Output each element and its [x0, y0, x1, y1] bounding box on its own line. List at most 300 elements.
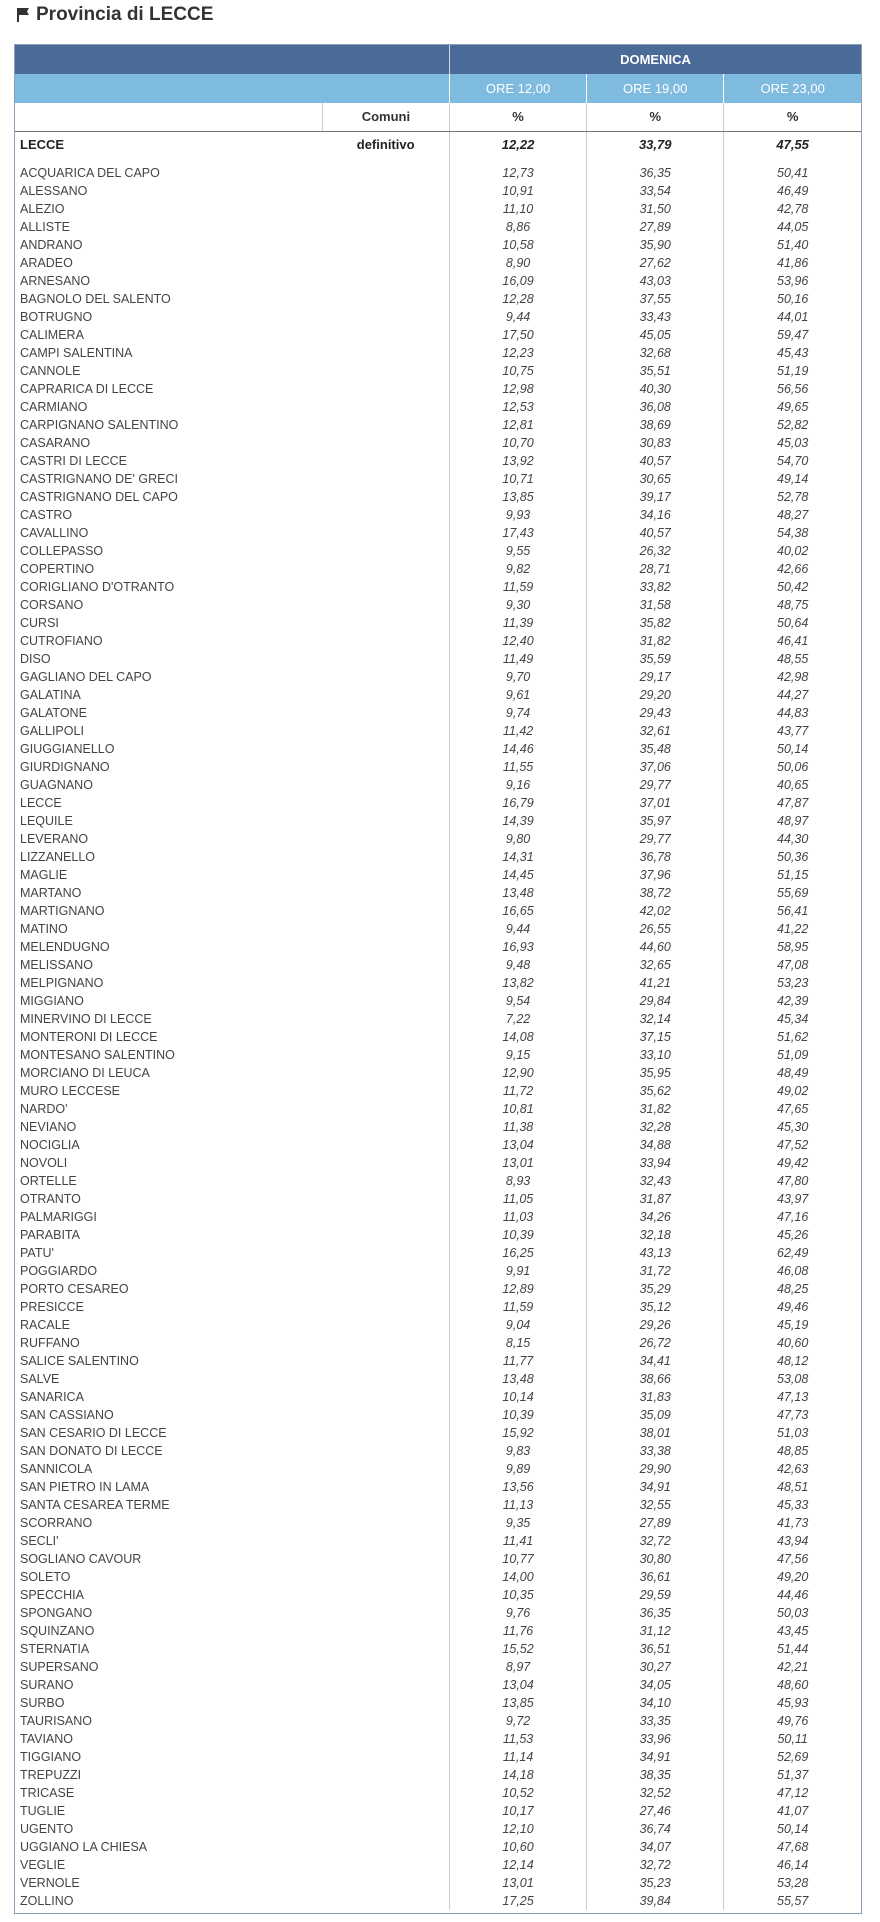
header-time-1: ORE 12,00 — [449, 74, 586, 103]
value-ore-19: 37,15 — [587, 1028, 724, 1046]
value-ore-23: 47,68 — [724, 1838, 861, 1856]
comune-status — [322, 506, 449, 524]
table-row — [15, 1514, 861, 1532]
comune-name: GAGLIANO DEL CAPO — [20, 670, 152, 684]
value-ore-12: 13,01 — [449, 1154, 586, 1172]
comune-status — [322, 920, 449, 938]
comune-name: LECCE — [20, 796, 62, 810]
table-row — [15, 614, 861, 632]
comune-name: ARADEO — [20, 256, 73, 270]
value-ore-23: 52,82 — [724, 416, 861, 434]
comune-name: SURBO — [20, 1696, 65, 1710]
value-ore-19: 39,84 — [587, 1892, 724, 1910]
table-row — [15, 272, 861, 290]
value-ore-23: 51,62 — [724, 1028, 861, 1046]
comune-status — [322, 1082, 449, 1100]
table-row — [15, 1208, 861, 1226]
value-ore-12: 12,40 — [449, 632, 586, 650]
value-ore-12: 9,80 — [449, 830, 586, 848]
table-row — [15, 1226, 861, 1244]
value-ore-23: 45,30 — [724, 1118, 861, 1136]
value-ore-19: 35,23 — [587, 1874, 724, 1892]
comune-status — [322, 1370, 449, 1388]
value-ore-23: 50,42 — [724, 578, 861, 596]
value-ore-12: 9,72 — [449, 1712, 586, 1730]
value-ore-23: 48,97 — [724, 812, 861, 830]
value-ore-12: 17,43 — [449, 524, 586, 542]
comune-status — [322, 1640, 449, 1658]
comune-name: SAN DONATO DI LECCE — [20, 1444, 163, 1458]
value-ore-12: 16,65 — [449, 902, 586, 920]
comune-status — [322, 1694, 449, 1712]
value-ore-12: 9,82 — [449, 560, 586, 578]
value-ore-23: 41,86 — [724, 254, 861, 272]
value-ore-23: 45,26 — [724, 1226, 861, 1244]
comune-name: ACQUARICA DEL CAPO — [20, 166, 160, 180]
value-ore-19: 43,03 — [587, 272, 724, 290]
table-row — [15, 1856, 861, 1874]
table-row — [15, 1748, 861, 1766]
comune-name: CARPIGNANO SALENTINO — [20, 418, 179, 432]
value-ore-12: 14,18 — [449, 1766, 586, 1784]
value-ore-23: 50,06 — [724, 758, 861, 776]
table-row — [15, 1784, 861, 1802]
table-row — [15, 1730, 861, 1748]
table-row — [15, 542, 861, 560]
comune-status — [322, 1856, 449, 1874]
comune-status — [322, 794, 449, 812]
comune-status — [322, 218, 449, 236]
comune-name: SAN CASSIANO — [20, 1408, 114, 1422]
turnout-table-container — [14, 44, 862, 1914]
value-ore-12: 8,86 — [449, 218, 586, 236]
comune-name: CUTROFIANO — [20, 634, 103, 648]
comune-status — [322, 164, 449, 182]
table-row — [15, 452, 861, 470]
value-ore-19: 35,97 — [587, 812, 724, 830]
comune-name: ZOLLINO — [20, 1894, 74, 1908]
comune-name: TAURISANO — [20, 1714, 92, 1728]
comune-status — [322, 434, 449, 452]
value-ore-12: 12,73 — [449, 164, 586, 182]
comune-name: TAVIANO — [20, 1732, 74, 1746]
table-row — [15, 524, 861, 542]
value-ore-23: 42,98 — [724, 668, 861, 686]
table-row — [15, 488, 861, 506]
comune-status — [322, 668, 449, 686]
comune-name: SECLI' — [20, 1534, 59, 1548]
comune-status — [322, 938, 449, 956]
comune-name: PALMARIGGI — [20, 1210, 97, 1224]
flag-icon — [16, 7, 30, 23]
comune-status — [322, 1352, 449, 1370]
value-ore-12: 16,25 — [449, 1244, 586, 1262]
comune-status — [322, 1712, 449, 1730]
comune-status — [322, 182, 449, 200]
comune-name: GALATINA — [20, 688, 81, 702]
value-ore-12: 12,89 — [449, 1280, 586, 1298]
value-ore-12: 9,74 — [449, 704, 586, 722]
value-ore-19: 32,72 — [587, 1532, 724, 1550]
value-ore-23: 42,21 — [724, 1658, 861, 1676]
value-ore-12: 10,71 — [449, 470, 586, 488]
comune-status — [322, 1532, 449, 1550]
comune-name: MELENDUGNO — [20, 940, 110, 954]
comune-name: ARNESANO — [20, 274, 91, 288]
comune-status — [322, 1046, 449, 1064]
value-ore-19: 28,71 — [587, 560, 724, 578]
value-ore-23: 43,45 — [724, 1622, 861, 1640]
value-ore-19: 37,01 — [587, 794, 724, 812]
value-ore-19: 35,48 — [587, 740, 724, 758]
value-ore-12: 9,61 — [449, 686, 586, 704]
value-ore-23: 42,63 — [724, 1460, 861, 1478]
comune-name: MARTIGNANO — [20, 904, 105, 918]
comune-name: SALICE SALENTINO — [20, 1354, 139, 1368]
comune-status — [322, 614, 449, 632]
table-row — [15, 1658, 861, 1676]
value-ore-19: 33,10 — [587, 1046, 724, 1064]
value-ore-23: 53,96 — [724, 272, 861, 290]
value-ore-23: 45,43 — [724, 344, 861, 362]
comune-status — [322, 560, 449, 578]
value-ore-23: 45,19 — [724, 1316, 861, 1334]
comune-name: SAN CESARIO DI LECCE — [20, 1426, 167, 1440]
table-row — [15, 1352, 861, 1370]
comune-status — [322, 866, 449, 884]
table-row — [15, 920, 861, 938]
value-ore-12: 9,54 — [449, 992, 586, 1010]
table-row — [15, 740, 861, 758]
comune-name: SPECCHIA — [20, 1588, 84, 1602]
comune-name: PORTO CESAREO — [20, 1282, 129, 1296]
header-row-day — [15, 45, 861, 74]
comune-name: MORCIANO DI LEUCA — [20, 1066, 150, 1080]
value-ore-12: 10,39 — [449, 1226, 586, 1244]
comune-status — [322, 812, 449, 830]
value-ore-19: 44,60 — [587, 938, 724, 956]
comune-status — [322, 542, 449, 560]
comune-status — [322, 1190, 449, 1208]
table-row — [15, 794, 861, 812]
value-ore-23: 50,41 — [724, 164, 861, 182]
comune-status — [322, 776, 449, 794]
value-ore-19: 32,68 — [587, 344, 724, 362]
comune-name: MELISSANO — [20, 958, 93, 972]
table-row — [15, 1334, 861, 1352]
comune-name: SALVE — [20, 1372, 60, 1386]
value-ore-19: 33,43 — [587, 308, 724, 326]
value-ore-23: 42,66 — [724, 560, 861, 578]
value-ore-12: 11,05 — [449, 1190, 586, 1208]
value-ore-19: 31,82 — [587, 632, 724, 650]
table-row — [15, 1604, 861, 1622]
value-ore-23: 52,69 — [724, 1748, 861, 1766]
value-ore-19: 35,90 — [587, 236, 724, 254]
comune-status — [322, 1262, 449, 1280]
turnout-table — [15, 45, 861, 1910]
comune-name: CURSI — [20, 616, 59, 630]
value-ore-12: 9,04 — [449, 1316, 586, 1334]
comune-status — [322, 1820, 449, 1838]
value-ore-19: 30,80 — [587, 1550, 724, 1568]
table-row — [15, 380, 861, 398]
value-ore-12: 9,16 — [449, 776, 586, 794]
value-ore-19: 45,05 — [587, 326, 724, 344]
comune-name: CALIMERA — [20, 328, 84, 342]
value-ore-12: 10,35 — [449, 1586, 586, 1604]
value-ore-19: 36,74 — [587, 1820, 724, 1838]
value-ore-12: 13,04 — [449, 1676, 586, 1694]
value-ore-12: 11,59 — [449, 578, 586, 596]
value-ore-19: 32,28 — [587, 1118, 724, 1136]
comune-status — [322, 956, 449, 974]
header-row-times — [15, 74, 861, 103]
value-ore-19: 30,27 — [587, 1658, 724, 1676]
comune-name: TIGGIANO — [20, 1750, 82, 1764]
table-row — [15, 1280, 861, 1298]
value-ore-12: 10,58 — [449, 236, 586, 254]
comune-name: UGENTO — [20, 1822, 74, 1836]
header-time-2: ORE 19,00 — [587, 74, 724, 103]
table-row — [15, 164, 861, 182]
comune-status — [322, 1136, 449, 1154]
value-ore-19: 33,82 — [587, 578, 724, 596]
value-ore-19: 31,58 — [587, 596, 724, 614]
comune-name: ALLISTE — [20, 220, 71, 234]
table-row — [15, 1550, 861, 1568]
table-row — [15, 182, 861, 200]
comune-status — [322, 884, 449, 902]
value-ore-19: 34,05 — [587, 1676, 724, 1694]
comune-status — [322, 1658, 449, 1676]
value-ore-12: 14,39 — [449, 812, 586, 830]
value-ore-23: 48,27 — [724, 506, 861, 524]
comune-status — [322, 1226, 449, 1244]
value-ore-23: 45,33 — [724, 1496, 861, 1514]
comune-name: SOLETO — [20, 1570, 71, 1584]
value-ore-12: 13,01 — [449, 1874, 586, 1892]
value-ore-23: 50,03 — [724, 1604, 861, 1622]
value-ore-23: 48,55 — [724, 650, 861, 668]
value-ore-23: 44,01 — [724, 308, 861, 326]
comune-name: ALESSANO — [20, 184, 88, 198]
value-ore-19: 38,66 — [587, 1370, 724, 1388]
value-ore-23: 41,07 — [724, 1802, 861, 1820]
value-ore-12: 12,90 — [449, 1064, 586, 1082]
table-row — [15, 902, 861, 920]
value-ore-12: 10,17 — [449, 1802, 586, 1820]
table-row — [15, 1388, 861, 1406]
comune-name: TRICASE — [20, 1786, 75, 1800]
value-ore-19: 33,94 — [587, 1154, 724, 1172]
comune-name: STERNATIA — [20, 1642, 90, 1656]
value-ore-12: 12,53 — [449, 398, 586, 416]
comune-name: SANARICA — [20, 1390, 84, 1404]
value-ore-23: 51,37 — [724, 1766, 861, 1784]
value-ore-23: 40,65 — [724, 776, 861, 794]
comune-status — [322, 992, 449, 1010]
table-row — [15, 1892, 861, 1910]
value-ore-12: 12,81 — [449, 416, 586, 434]
value-ore-12: 16,79 — [449, 794, 586, 812]
value-ore-19: 36,08 — [587, 398, 724, 416]
comune-status — [322, 1622, 449, 1640]
spacer-row — [15, 157, 861, 164]
value-ore-19: 37,96 — [587, 866, 724, 884]
table-row — [15, 236, 861, 254]
value-ore-19: 38,01 — [587, 1424, 724, 1442]
value-ore-12: 14,31 — [449, 848, 586, 866]
value-ore-12: 17,25 — [449, 1892, 586, 1910]
value-ore-23: 43,77 — [724, 722, 861, 740]
table-row — [15, 974, 861, 992]
table-row — [15, 938, 861, 956]
comune-name: COLLEPASSO — [20, 544, 104, 558]
value-ore-19: 26,72 — [587, 1334, 724, 1352]
value-ore-19: 29,84 — [587, 992, 724, 1010]
value-ore-23: 62,49 — [724, 1244, 861, 1262]
header-comuni: Comuni — [322, 103, 449, 131]
value-ore-12: 10,77 — [449, 1550, 586, 1568]
table-row — [15, 1172, 861, 1190]
comune-status — [322, 1406, 449, 1424]
value-ore-23: 41,73 — [724, 1514, 861, 1532]
comune-status — [322, 704, 449, 722]
table-row — [15, 560, 861, 578]
comune-status — [322, 1442, 449, 1460]
comune-name: SANTA CESAREA TERME — [20, 1498, 170, 1512]
table-row — [15, 1424, 861, 1442]
value-ore-12: 9,83 — [449, 1442, 586, 1460]
value-ore-23: 44,46 — [724, 1586, 861, 1604]
comune-status — [322, 200, 449, 218]
table-row — [15, 1766, 861, 1784]
value-ore-19: 34,26 — [587, 1208, 724, 1226]
value-ore-19: 40,57 — [587, 524, 724, 542]
value-ore-23: 46,49 — [724, 182, 861, 200]
comune-name: MAGLIE — [20, 868, 68, 882]
value-ore-19: 27,46 — [587, 1802, 724, 1820]
table-row — [15, 704, 861, 722]
header-blank — [15, 103, 322, 131]
comune-status — [322, 1766, 449, 1784]
comune-status — [322, 1586, 449, 1604]
value-ore-23: 51,03 — [724, 1424, 861, 1442]
comune-status — [322, 1838, 449, 1856]
comune-name: VERNOLE — [20, 1876, 80, 1890]
value-ore-19: 33,38 — [587, 1442, 724, 1460]
value-ore-23: 47,12 — [724, 1784, 861, 1802]
comune-status — [322, 902, 449, 920]
comune-name: NOVOLI — [20, 1156, 68, 1170]
value-ore-19: 31,12 — [587, 1622, 724, 1640]
value-ore-19: 26,32 — [587, 542, 724, 560]
comune-name: UGGIANO LA CHIESA — [20, 1840, 148, 1854]
value-ore-19: 33,35 — [587, 1712, 724, 1730]
comune-status — [322, 1604, 449, 1622]
value-ore-23: 45,03 — [724, 434, 861, 452]
value-ore-19: 38,69 — [587, 416, 724, 434]
comune-name: CASTRO — [20, 508, 73, 522]
value-ore-19: 36,51 — [587, 1640, 724, 1658]
value-ore-19: 32,61 — [587, 722, 724, 740]
value-ore-12: 11,41 — [449, 1532, 586, 1550]
value-ore-19: 29,26 — [587, 1316, 724, 1334]
value-ore-23: 50,11 — [724, 1730, 861, 1748]
value-ore-23: 58,95 — [724, 938, 861, 956]
value-ore-23: 50,14 — [724, 1820, 861, 1838]
comune-name: GIURDIGNANO — [20, 760, 110, 774]
value-ore-23: 54,38 — [724, 524, 861, 542]
comune-status — [322, 1730, 449, 1748]
value-ore-23: 41,22 — [724, 920, 861, 938]
comune-name: MELPIGNANO — [20, 976, 104, 990]
comune-name: SOGLIANO CAVOUR — [20, 1552, 142, 1566]
header-pct-3: % — [724, 103, 861, 131]
value-ore-12: 11,76 — [449, 1622, 586, 1640]
table-row — [15, 218, 861, 236]
table-row — [15, 326, 861, 344]
table-row — [15, 1082, 861, 1100]
comune-status — [322, 1316, 449, 1334]
table-row — [15, 1442, 861, 1460]
header-blank — [15, 45, 449, 74]
comune-status — [322, 416, 449, 434]
comune-status — [322, 1550, 449, 1568]
comune-name: TUGLIE — [20, 1804, 66, 1818]
comune-name: MATINO — [20, 922, 68, 936]
table-row — [15, 1478, 861, 1496]
value-ore-19: 29,17 — [587, 668, 724, 686]
value-ore-23: 51,19 — [724, 362, 861, 380]
value-ore-23: 51,09 — [724, 1046, 861, 1064]
value-ore-12: 12,14 — [449, 1856, 586, 1874]
value-ore-12: 10,81 — [449, 1100, 586, 1118]
header-blank — [15, 74, 449, 103]
value-ore-12: 9,15 — [449, 1046, 586, 1064]
value-ore-12: 9,93 — [449, 506, 586, 524]
value-ore-23: 40,02 — [724, 542, 861, 560]
value-ore-23: 50,36 — [724, 848, 861, 866]
value-ore-23: 49,76 — [724, 1712, 861, 1730]
comune-name: CASTRI DI LECCE — [20, 454, 127, 468]
value-ore-23: 51,40 — [724, 236, 861, 254]
value-ore-19: 30,65 — [587, 470, 724, 488]
comune-name: MINERVINO DI LECCE — [20, 1012, 152, 1026]
value-ore-12: 11,14 — [449, 1748, 586, 1766]
value-ore-12: 13,56 — [449, 1478, 586, 1496]
comune-status — [322, 1460, 449, 1478]
value-ore-19: 31,83 — [587, 1388, 724, 1406]
value-ore-23: 48,75 — [724, 596, 861, 614]
value-ore-12: 11,39 — [449, 614, 586, 632]
value-ore-19: 34,91 — [587, 1748, 724, 1766]
comune-name: CORIGLIANO D'OTRANTO — [20, 580, 175, 594]
value-ore-12: 11,72 — [449, 1082, 586, 1100]
comune-name: SAN PIETRO IN LAMA — [20, 1480, 150, 1494]
comune-name: SQUINZANO — [20, 1624, 95, 1638]
value-ore-12: 9,70 — [449, 668, 586, 686]
value-ore-19: 35,82 — [587, 614, 724, 632]
comune-status — [322, 452, 449, 470]
table-row — [15, 1370, 861, 1388]
value-ore-19: 36,35 — [587, 1604, 724, 1622]
value-ore-23: 47,08 — [724, 956, 861, 974]
value-ore-12: 11,03 — [449, 1208, 586, 1226]
value-ore-12: 12,98 — [449, 380, 586, 398]
comune-name: CARMIANO — [20, 400, 88, 414]
